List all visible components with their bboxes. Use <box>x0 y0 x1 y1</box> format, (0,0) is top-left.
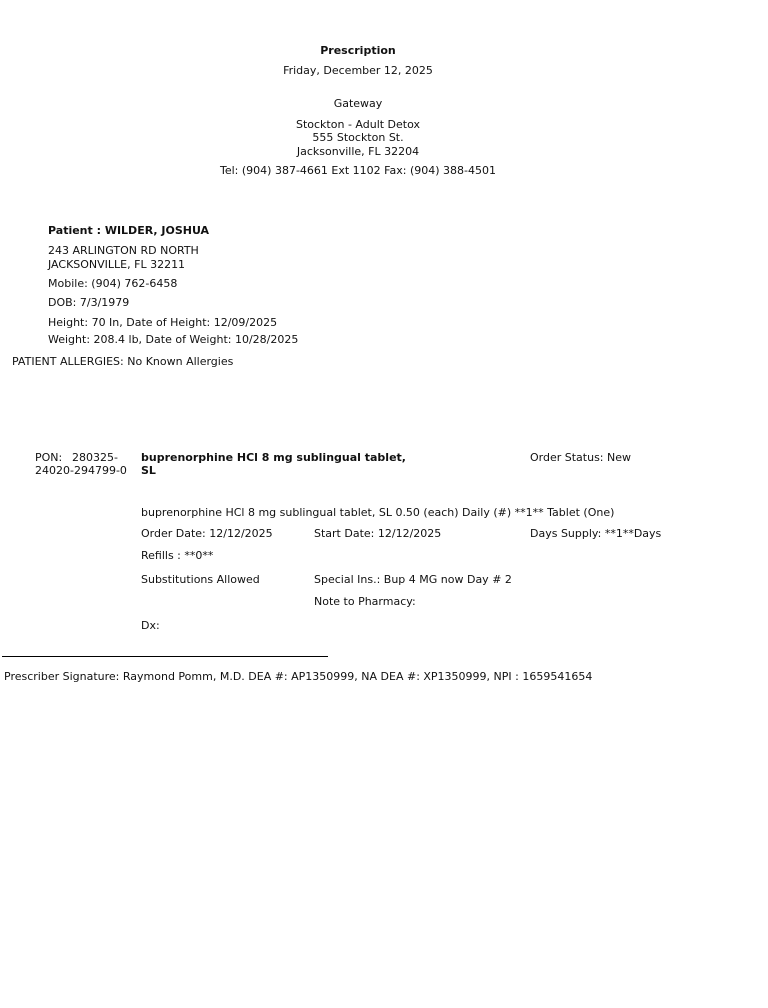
document-title: Prescription <box>320 44 396 57</box>
order-date: Order Date: 12/12/2025 <box>141 527 273 540</box>
organization-name: Gateway <box>333 97 383 110</box>
patient-height: Height: 70 In, Date of Height: 12/09/2025 <box>48 316 278 329</box>
facility-name: Stockton - Adult Detox <box>295 118 421 131</box>
patient-dob: DOB: 7/3/1979 <box>48 296 130 309</box>
patient-mobile: Mobile: (904) 762-6458 <box>48 277 178 290</box>
days-supply: Days Supply: **1**Days <box>530 527 662 540</box>
signature-line <box>2 656 328 657</box>
pon-label: PON: <box>35 451 63 464</box>
order-status: Order Status: New <box>530 451 632 464</box>
prescriber-signature: Prescriber Signature: Raymond Pomm, M.D. DEA #: AP1350999, NA DEA #: XP1350999, NPI : 1659541654 <box>4 670 593 683</box>
special-instructions: Special Ins.: Bup 4 MG now Day # 2 <box>314 573 512 586</box>
pon-value: 280325-24020-294799-0 <box>35 451 127 477</box>
patient-allergies: PATIENT ALLERGIES: No Known Allergies <box>12 355 234 368</box>
facility-contact: Tel: (904) 387-4661 Ext 1102 Fax: (904) 388-4501 <box>220 164 496 177</box>
patient-name: Patient : WILDER, JOSHUA <box>48 224 210 237</box>
diagnosis: Dx: <box>141 619 160 632</box>
refills: Refills : **0** <box>141 549 214 562</box>
patient-weight: Weight: 208.4 lb, Date of Weight: 10/28/2025 <box>48 333 299 346</box>
substitutions: Substitutions Allowed <box>141 573 260 586</box>
document-date: Friday, December 12, 2025 <box>283 64 433 77</box>
start-date: Start Date: 12/12/2025 <box>314 527 442 540</box>
drug-title: buprenorphine HCl 8 mg sublingual tablet, SL <box>141 451 406 477</box>
patient-address-line1: 243 ARLINGTON RD NORTH <box>48 244 199 257</box>
drug-sig: buprenorphine HCl 8 mg sublingual tablet, SL 0.50 (each) Daily (#) **1** Tablet (One) <box>141 506 615 519</box>
facility-city: Jacksonville, FL 32204 <box>296 145 420 158</box>
note-to-pharmacy: Note to Pharmacy: <box>314 595 416 608</box>
facility-street: 555 Stockton St. <box>312 131 404 144</box>
patient-address-line2: JACKSONVILLE, FL 32211 <box>48 258 186 271</box>
